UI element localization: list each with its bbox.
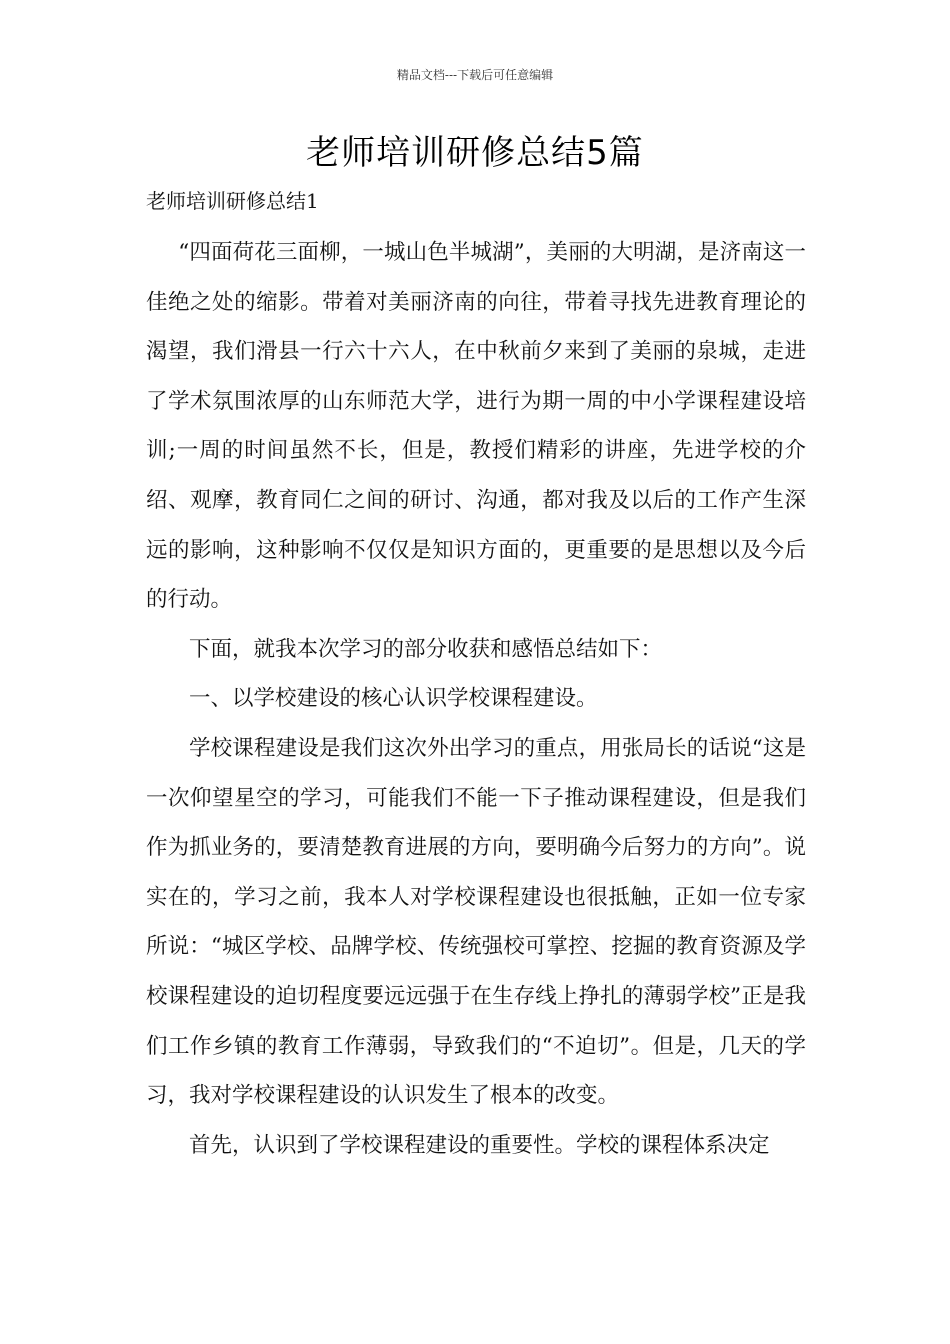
header-note: 精品文档---下载后可任意编辑 — [396, 68, 554, 82]
section-heading: 老师培训研修总结1 — [146, 189, 319, 213]
paragraph: “四面荷花三面柳，一城山色半城湖”，美丽的大明湖，是济南这一佳绝之处的缩影。带着对美丽济南的向往，带着寻找先进教育理论的渴望，我们滑县一行六十六人，在中秋前夕来到了美丽的泉城，走进了学术氛围浓厚的山东师范大学，进行为期一周的中小学课程建设培训;一周的时间虽然不长，但是，教授们精彩的讲座，先进学校的介绍、观摩，教育同仁之间的研讨、沟通，都对我及以后的工作产生深远的影响，这种影响不仅仅是知识方面的，更重要的是思想以及今后的行动。 — [146, 240, 806, 613]
paragraph: 学校课程建设是我们这次外出学习的重点，用张局长的话说“这是一次仰望星空的学习，可能我们不能一下子推动课程建设，但是我们作为抓业务的，要清楚教育进展的方向，要明确今后努力的方向”。说实在的，学习之前，我本人对学校课程建设也很抵触，正如一位专家所说：“城区学校、品牌学校、传统强校可掌控、挖掘的教育资源及学校课程建设的迫切程度要远远强于在生存线上挣扎的薄弱学校”正是我们工作乡镇的教育工作薄弱，导致我们的“不迫切”。但是，几天的学习，我对学校课程建设的认识发生了根本的改变。 — [146, 735, 806, 1109]
paragraph: 一、以学校建设的核心认识学校课程建设。 — [189, 686, 598, 712]
document-body — [146, 228, 806, 1170]
paragraph: 首先，认识到了学校课程建设的重要性。学校的课程体系决定 — [189, 1132, 770, 1158]
page-title: 老师培训研修总结5篇 — [306, 133, 644, 173]
paragraph: 下面，就我本次学习的部分收获和感悟总结如下： — [189, 636, 663, 662]
